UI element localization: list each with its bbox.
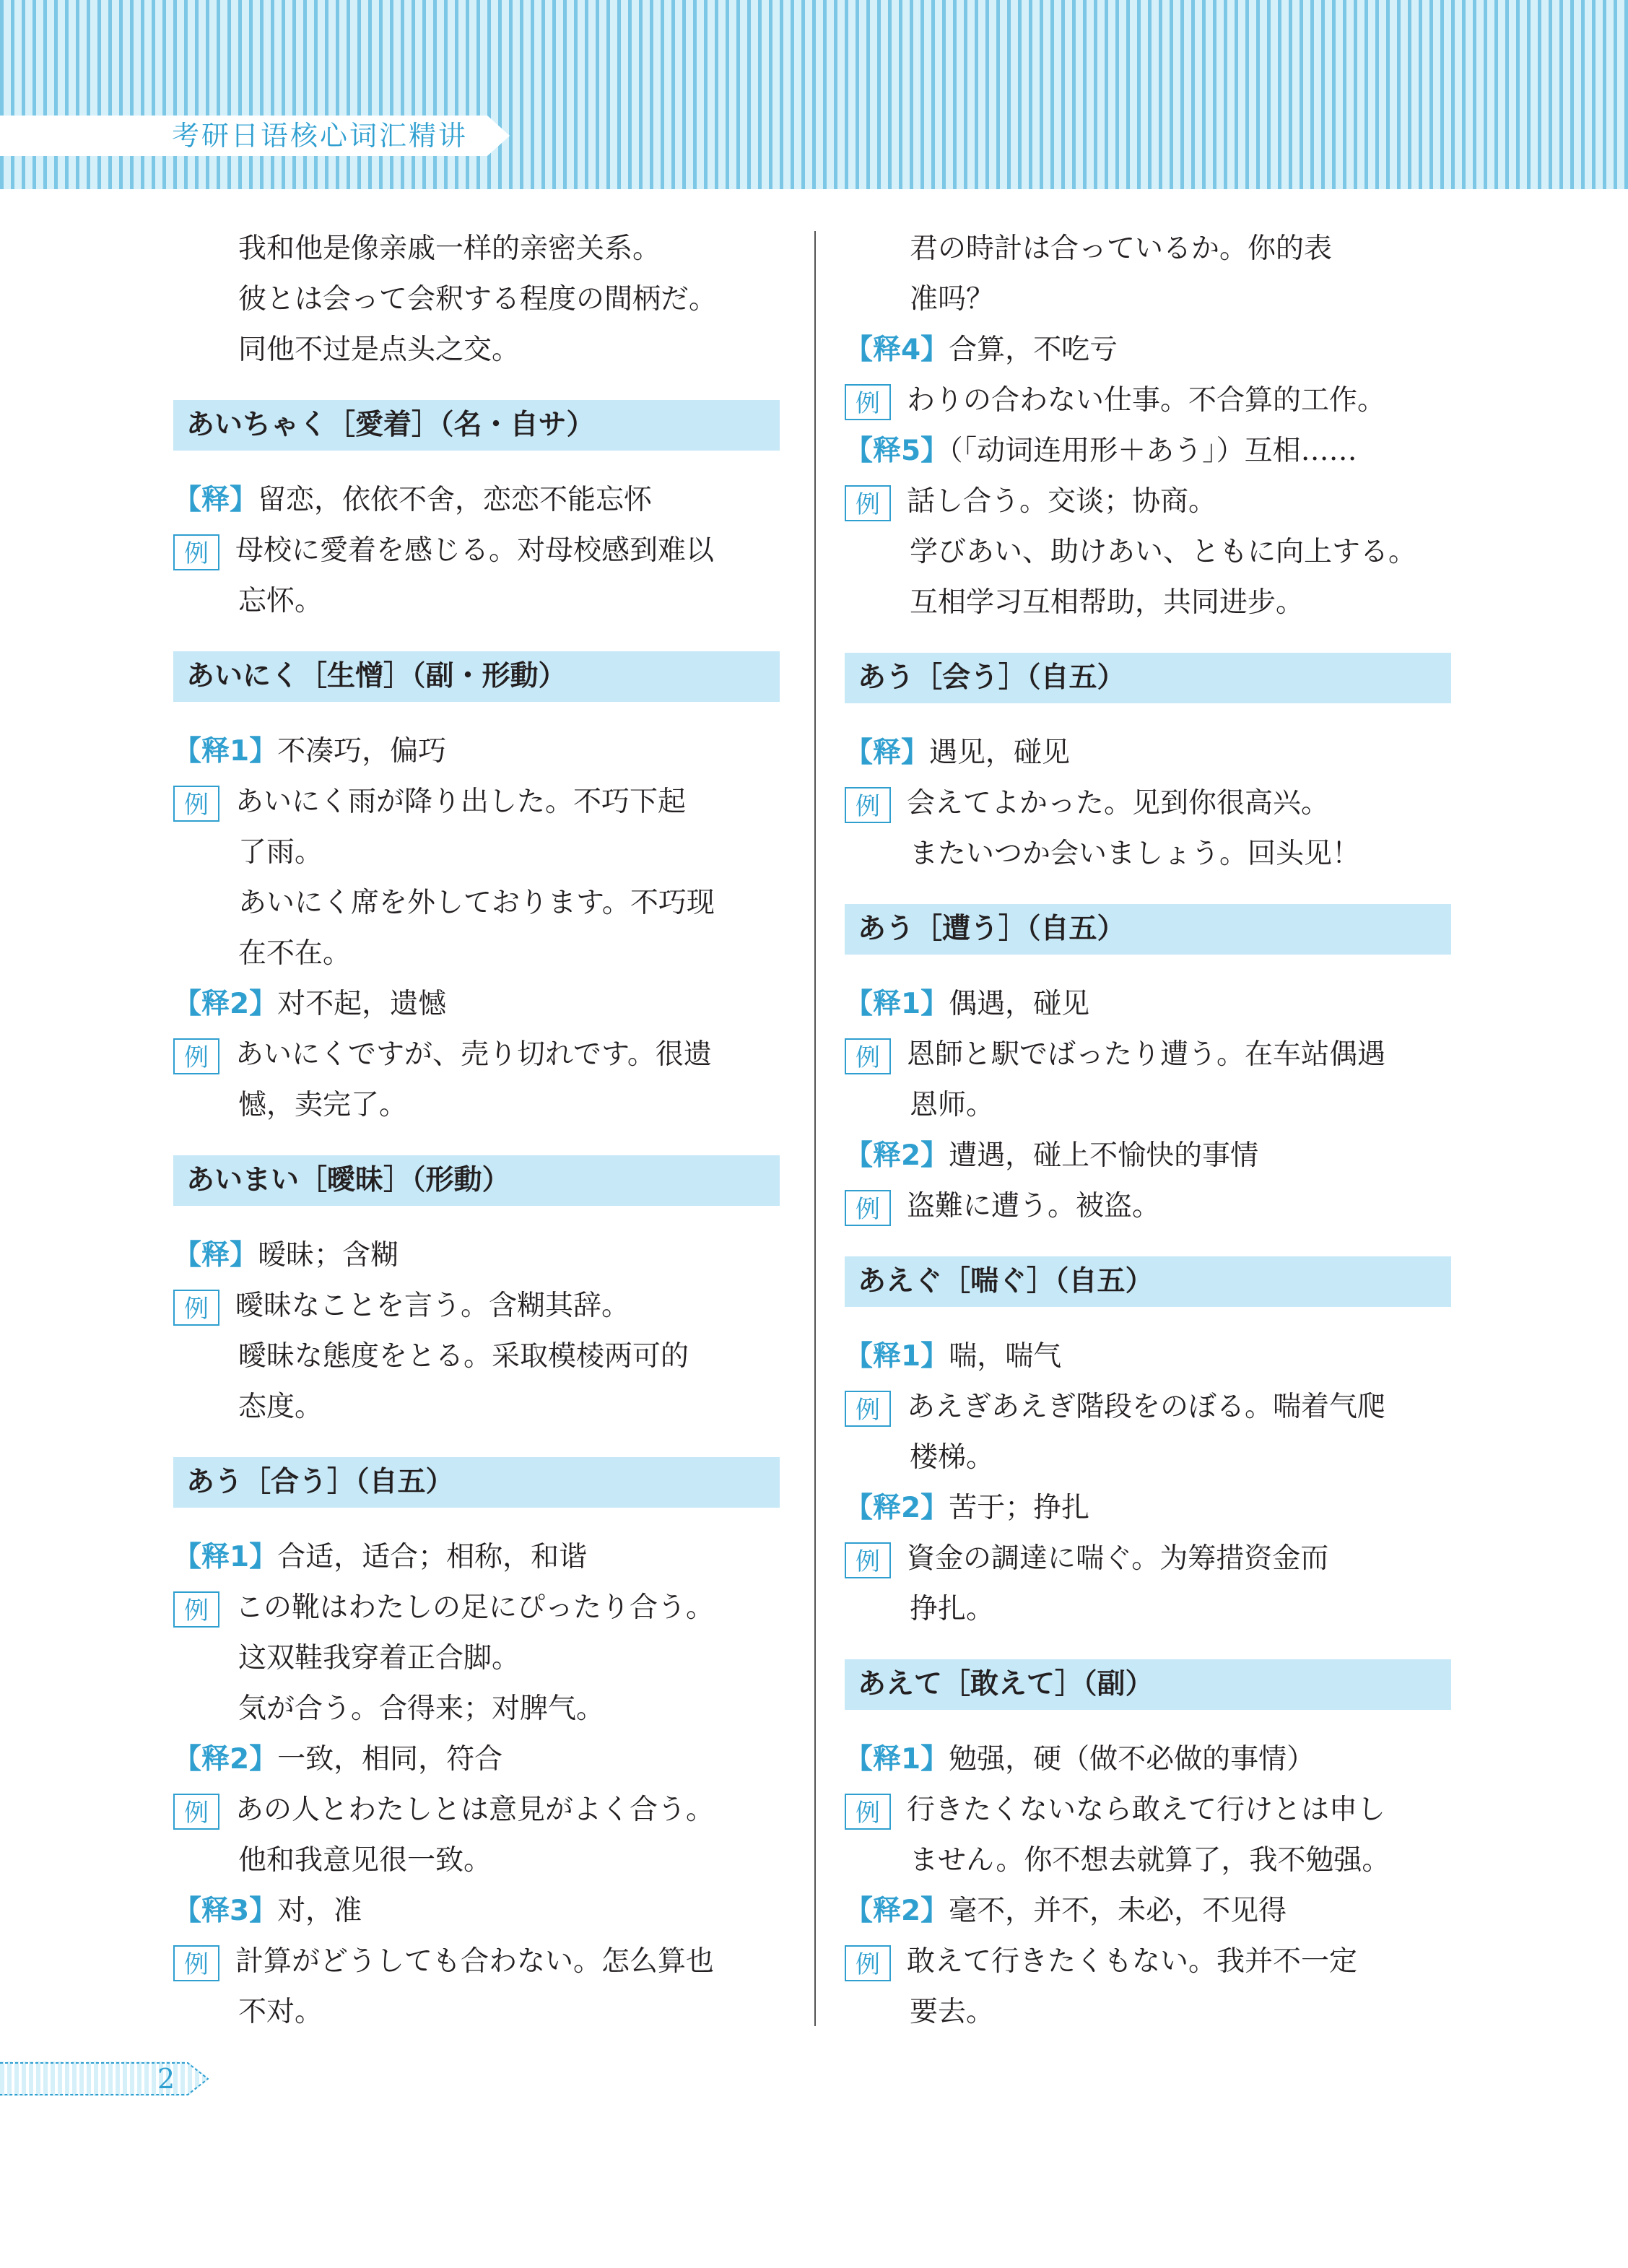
example-text: 恩师。 — [910, 1089, 995, 1121]
example-marker: 例 — [173, 1945, 219, 1981]
sense-line — [845, 728, 1451, 778]
sense-marker: 【释2】 — [845, 1895, 949, 1927]
example-line — [845, 1937, 1451, 1987]
sense-line — [173, 1532, 780, 1583]
example-line — [845, 477, 1451, 527]
example-text: わりの合わない仕事。不合算的工作。 — [907, 384, 1386, 417]
sense-line — [845, 1886, 1451, 1937]
entry-headword: あう［遭う］（自五） — [845, 904, 1451, 955]
sense-text: 苦于；挣扎 — [949, 1492, 1090, 1524]
sense-line — [845, 1131, 1451, 1181]
entry-headword: あいにく［生憎］（副・形動） — [173, 651, 780, 702]
sense-line — [173, 1734, 780, 1785]
sense-marker: 【释1】 — [845, 1340, 949, 1373]
example-text: 話し合う。交谈；协商。 — [907, 485, 1217, 518]
example-text: 这双鞋我穿着正合脚。 — [238, 1642, 521, 1674]
sense-text: 合适，适合；相称，和谐 — [277, 1541, 588, 1573]
column-divider — [814, 231, 816, 2026]
entry-headword: あいまい［曖昧］（形動） — [173, 1155, 780, 1206]
example-marker: 例 — [845, 1794, 891, 1830]
sense-text: 遇见，碰见 — [929, 737, 1071, 769]
sense-line — [845, 1483, 1451, 1534]
example-marker: 例 — [845, 1391, 891, 1427]
left-column — [173, 224, 780, 2038]
example-text: 在不在。 — [238, 937, 352, 970]
example-text: ません。你不想去就算了，我不勉强。 — [910, 1844, 1390, 1877]
sense-text: 偶遇，碰见 — [949, 988, 1090, 1020]
sense-text: 对不起，遗憾 — [277, 988, 447, 1020]
example-text: 态度。 — [238, 1391, 323, 1423]
example-line — [845, 778, 1451, 829]
sense-marker: 【释2】 — [845, 1139, 949, 1172]
entry-headword: あう［合う］（自五） — [173, 1457, 780, 1508]
sense-text: 对，准 — [277, 1895, 362, 1927]
example-translation: 同他不过是点头之交。 — [238, 334, 521, 366]
example-line — [173, 1281, 780, 1331]
example-marker: 例 — [173, 1591, 219, 1628]
sense-marker: 【释2】 — [173, 1743, 278, 1776]
sense-line — [845, 426, 1451, 477]
example-text: 他和我意见很一致。 — [238, 1844, 492, 1877]
sense-line — [173, 475, 780, 526]
example-text: 資金の調達に喘ぐ。为筹措资金而 — [907, 1542, 1329, 1575]
sense-text: 不凑巧，偏巧 — [277, 735, 447, 768]
sense-marker: 【释1】 — [173, 735, 278, 768]
example-text: あいにく席を外しております。不巧现 — [238, 887, 715, 919]
example-marker: 例 — [845, 787, 891, 823]
sense-marker: 【释】 — [173, 484, 258, 516]
sense-text: 喘，喘气 — [949, 1340, 1062, 1373]
example-line — [173, 1030, 780, 1080]
example-marker: 例 — [173, 1290, 219, 1326]
example-text: 曖昧な態度をとる。采取模棱两可的 — [238, 1340, 689, 1373]
example-text: 曖昧なことを言う。含糊其辞。 — [235, 1290, 630, 1322]
example-marker: 例 — [845, 1190, 891, 1226]
sense-marker: 【释2】 — [173, 988, 278, 1020]
example-text: あいにく雨が降り出した。不巧下起 — [235, 786, 687, 818]
sense-marker: 【释】 — [173, 1239, 258, 1272]
sense-line — [845, 325, 1451, 375]
sense-marker: 【释2】 — [845, 1492, 949, 1524]
example-text: 了雨。 — [238, 836, 323, 869]
example-text: 学びあい、助けあい、ともに向上する。 — [910, 536, 1417, 568]
sense-line — [845, 979, 1451, 1030]
example-text: 盗難に遭う。被盗。 — [907, 1190, 1161, 1222]
example-line — [173, 526, 780, 576]
example-text: この靴はわたしの足にぴったり合う。 — [235, 1591, 715, 1624]
example-text: 忘怀。 — [238, 585, 323, 617]
entry-headword: あう［会う］（自五） — [845, 653, 1451, 703]
page-number-tag-outline — [0, 2061, 209, 2096]
example-marker: 例 — [845, 1542, 891, 1578]
sense-text: 一致，相同，符合 — [277, 1743, 503, 1776]
example-text: あいにくですが、売り切れです。很遗 — [235, 1038, 712, 1071]
example-marker: 例 — [173, 1794, 219, 1830]
example-line — [845, 375, 1451, 426]
sense-marker: 【释1】 — [173, 1541, 278, 1573]
sense-marker: 【释5】 — [845, 435, 949, 467]
example-marker: 例 — [845, 384, 891, 420]
example-sentence: 彼とは会って会釈する程度の間柄だ。 — [238, 283, 718, 316]
example-line — [845, 1382, 1451, 1433]
example-text: 母校に愛着を感じる。对母校感到难以 — [235, 534, 715, 567]
example-text: またいつか会いましょう。回头见！ — [910, 838, 1361, 870]
sense-text: 留恋，依依不舍，恋恋不能忘怀 — [258, 484, 653, 516]
example-text: 行きたくないなら敢えて行けとは申し — [907, 1794, 1386, 1826]
right-column — [845, 224, 1451, 2038]
sense-text: （「动词连用形＋あう」）互相…… — [949, 435, 1357, 467]
sense-text: 毫不，并不，未必，不见得 — [949, 1895, 1287, 1927]
example-line — [845, 1785, 1451, 1835]
example-text: あえぎあえぎ階段をのぼる。喘着气爬 — [907, 1391, 1386, 1423]
example-text: 挣扎。 — [910, 1593, 995, 1625]
example-line — [845, 1030, 1451, 1080]
example-marker: 例 — [845, 485, 891, 521]
sense-text: 合算，不吃亏 — [949, 334, 1118, 366]
example-text: 計算がどうしても合わない。怎么算也 — [235, 1945, 715, 1978]
sense-line — [173, 1886, 780, 1937]
sense-marker: 【释】 — [845, 737, 930, 769]
example-text: 互相学习互相帮助，共同进步。 — [910, 586, 1305, 619]
example-marker: 例 — [173, 786, 219, 822]
example-marker: 例 — [845, 1945, 891, 1981]
example-text: 准吗？ — [910, 283, 995, 316]
example-text: 敢えて行きたくもない。我并不一定 — [907, 1945, 1358, 1978]
example-translation: 我和他是像亲戚一样的亲密关系。 — [238, 233, 661, 265]
example-text: あの人とわたしとは意見がよく合う。 — [235, 1794, 715, 1826]
sense-marker: 【释3】 — [173, 1895, 278, 1927]
example-line — [173, 1785, 780, 1835]
book-title: 考研日语核心词汇精讲 — [172, 120, 469, 152]
example-text: 気が合う。合得来；对脾气。 — [238, 1693, 605, 1725]
page-number: 2 — [157, 2063, 175, 2095]
sense-marker: 【释1】 — [845, 1743, 949, 1776]
example-text: 楼梯。 — [910, 1441, 995, 1474]
sense-text: 勉强，硬（做不必做的事情） — [949, 1743, 1315, 1776]
example-marker: 例 — [173, 1038, 219, 1074]
sense-line — [173, 1230, 780, 1281]
example-marker: 例 — [173, 534, 219, 570]
entry-headword: あえぐ［喘ぐ］（自五） — [845, 1256, 1451, 1307]
sense-marker: 【释4】 — [845, 334, 949, 366]
sense-line — [173, 979, 780, 1030]
example-line — [173, 1583, 780, 1633]
sense-line — [845, 1734, 1451, 1785]
example-line — [845, 1181, 1451, 1232]
example-text: 要去。 — [910, 1996, 995, 2028]
example-text: 不对。 — [238, 1996, 323, 2028]
entry-headword: あえて［敢えて］（副） — [845, 1659, 1451, 1710]
header-band — [0, 0, 1628, 189]
sense-text: 遭遇，碰上不愉快的事情 — [949, 1139, 1259, 1172]
example-line — [173, 777, 780, 827]
example-line — [173, 1937, 780, 1987]
example-text: 会えてよかった。见到你很高兴。 — [907, 787, 1330, 820]
entry-headword: あいちゃく［愛着］（名・自サ） — [173, 400, 780, 451]
example-marker: 例 — [845, 1038, 891, 1074]
sense-line — [845, 1331, 1451, 1382]
example-text: 恩師と駅でばったり遭う。在车站偶遇 — [907, 1038, 1386, 1071]
example-text: 憾，卖完了。 — [238, 1089, 408, 1121]
example-line — [845, 1534, 1451, 1584]
sense-text: 暧昧；含糊 — [258, 1239, 399, 1272]
sense-line — [173, 726, 780, 777]
example-text: 君の時計は合っているか。你的表 — [910, 233, 1333, 265]
sense-marker: 【释1】 — [845, 988, 949, 1020]
